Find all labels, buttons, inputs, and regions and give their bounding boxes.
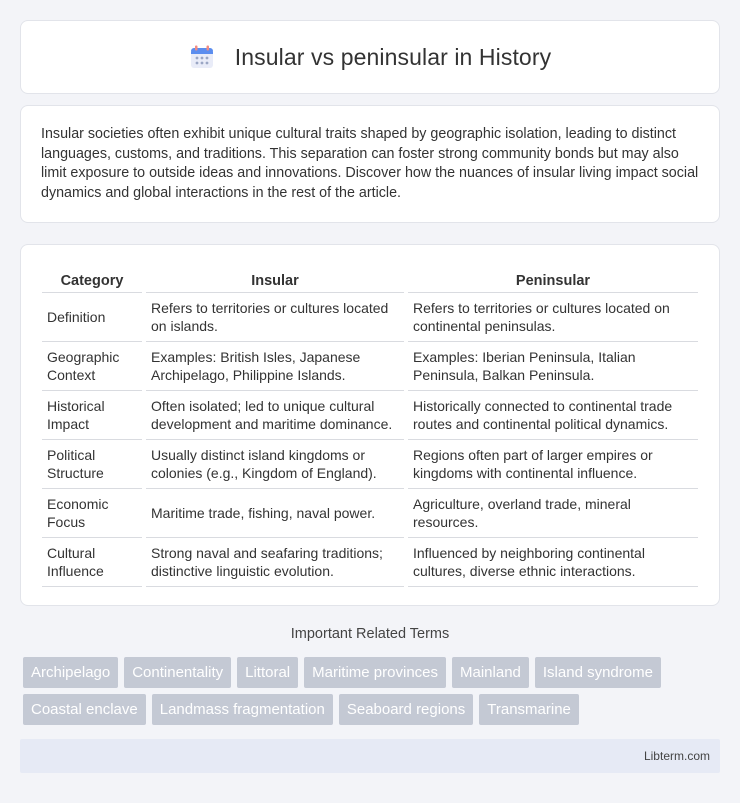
row-peninsular: Historically connected to continental trade routes and continental political dynamics.	[408, 391, 698, 440]
term-tag[interactable]: Mainland	[452, 657, 529, 688]
intro-text: Insular societies often exhibit unique cultural traits shaped by geographic isolation, leading to distinct languages, customs, and traditions. This separation can foster strong community bonds but may also limit exposure to outside ideas and innovations. Discover how the nuances of insular living impact social dynamics and global interactions in the rest of the article.	[41, 126, 699, 201]
term-tag[interactable]: Continentality	[124, 657, 231, 688]
column-header-insular: Insular	[146, 265, 404, 293]
term-tag[interactable]: Seaboard regions	[339, 694, 473, 725]
row-category: Political Structure	[42, 440, 142, 489]
term-tag[interactable]: Transmarine	[479, 694, 579, 725]
term-tag[interactable]: Archipelago	[23, 657, 118, 688]
footer	[20, 739, 720, 773]
term-tag[interactable]: Littoral	[237, 657, 298, 688]
row-insular: Usually distinct island kingdoms or colonies (e.g., Kingdom of England).	[146, 440, 404, 489]
row-category: Economic Focus	[42, 489, 142, 538]
row-peninsular: Examples: Iberian Peninsula, Italian Peninsula, Balkan Peninsula.	[408, 342, 698, 391]
table-header-row	[42, 265, 698, 293]
related-terms-title: Important Related Terms	[290, 626, 450, 642]
term-tag[interactable]: Landmass fragmentation	[152, 694, 333, 725]
page-title: Insular vs peninsular in History	[234, 43, 552, 70]
header-card	[20, 20, 720, 94]
row-insular: Strong naval and seafaring traditions; distinctive linguistic evolution.	[146, 538, 404, 587]
comparison-table-card	[20, 244, 720, 606]
term-tag[interactable]: Island syndrome	[535, 657, 661, 688]
row-insular: Examples: British Isles, Japanese Archipelago, Philippine Islands.	[146, 342, 404, 391]
row-category: Cultural Influence	[42, 538, 142, 587]
term-tag[interactable]: Maritime provinces	[304, 657, 446, 688]
table-row	[42, 538, 698, 587]
row-peninsular: Influenced by neighboring continental cultures, diverse ethnic interactions.	[408, 538, 698, 587]
row-insular: Often isolated; led to unique cultural development and maritime dominance.	[146, 391, 404, 440]
column-header-category: Category	[42, 265, 142, 293]
table-row	[42, 489, 698, 538]
row-peninsular: Refers to territories or cultures located on continental peninsulas.	[408, 293, 698, 342]
row-insular: Maritime trade, fishing, naval power.	[146, 489, 404, 538]
row-category: Definition	[42, 293, 142, 342]
table-row	[42, 440, 698, 489]
table-row	[42, 293, 698, 342]
row-peninsular: Agriculture, overland trade, mineral resources.	[408, 489, 698, 538]
related-terms-list	[23, 657, 723, 725]
row-insular: Refers to territories or cultures located on islands.	[146, 293, 404, 342]
row-peninsular: Regions often part of larger empires or kingdoms with continental influence.	[408, 440, 698, 489]
comparison-table	[38, 265, 702, 587]
intro-card	[20, 105, 720, 223]
row-category: Historical Impact	[42, 391, 142, 440]
table-row	[42, 342, 698, 391]
term-tag[interactable]: Coastal enclave	[23, 694, 146, 725]
footer-site-link[interactable]: Libterm.com	[643, 749, 710, 763]
table-row	[42, 391, 698, 440]
calendar-icon	[189, 44, 215, 70]
column-header-peninsular: Peninsular	[408, 265, 698, 293]
row-category: Geographic Context	[42, 342, 142, 391]
